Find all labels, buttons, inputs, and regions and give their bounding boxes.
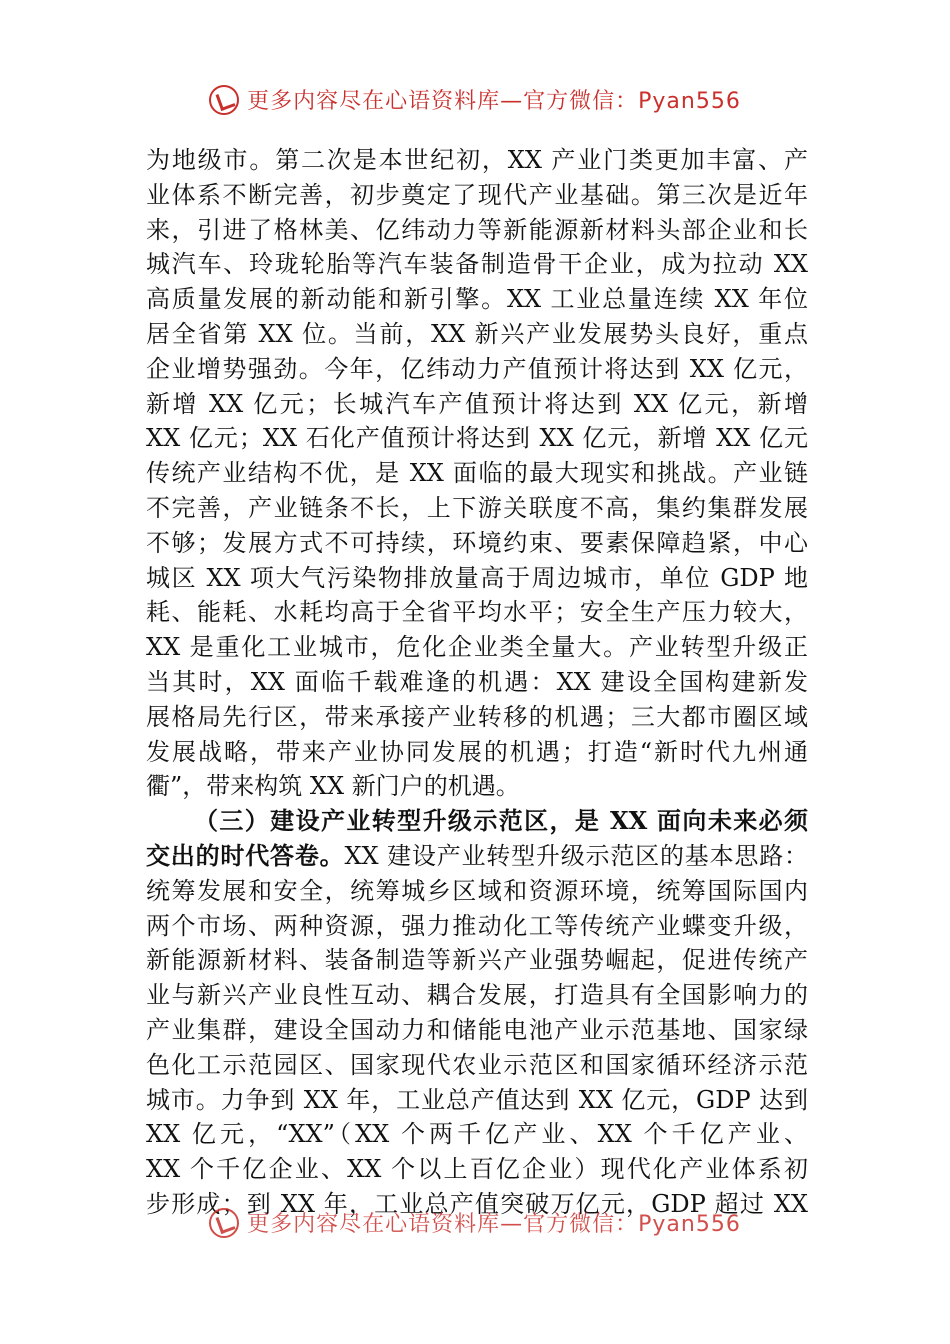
text-line: 新能源新材料、装备制造等新兴产业强势崛起，促进传统产 (146, 946, 808, 975)
text-line: 两个市场、两种资源，强力推动化工等传统产业蝶变升级， (146, 911, 808, 940)
text-line: 居全省第 XX 位。当前，XX 新兴产业发展势头良好，重点 (146, 319, 808, 348)
text-line: 业体系不断完善，初步奠定了现代产业基础。第三次是近年 (146, 180, 808, 209)
text-line: 城汽车、玲珑轮胎等汽车装备制造骨干企业，成为拉动 XX (146, 250, 808, 279)
text-line: XX 个千亿企业、XX 个以上百亿企业）现代化产业体系初 (146, 1155, 808, 1184)
logo-icon (209, 85, 239, 115)
text-line: 步形成；到 XX 年，工业总产值突破万亿元，GDP 超过 XX (146, 1189, 808, 1218)
text-line: XX 亿元，“XX”（XX 个两千亿产业、XX 个千亿产业、 (146, 1120, 808, 1149)
text-line: 企业增势强劲。今年，亿纬动力产值预计将达到 XX 亿元， (146, 354, 808, 383)
text-line: 城市。力争到 XX 年，工业总产值达到 XX 亿元，GDP 达到 (146, 1085, 808, 1114)
text-line: 城区 XX 项大气污染物排放量高于周边城市，单位 GDP 地 (146, 563, 808, 592)
watermark-text: 更多内容尽在心语资料库—官方微信：Pyan556 (247, 1212, 741, 1237)
document-body (146, 143, 808, 1222)
section-heading-cont: 交出的时代答卷。 (146, 840, 345, 870)
paragraph-continued (146, 143, 808, 804)
text-line: 耗、能耗、水耗均高于全省平均水平；安全生产压力较大， (146, 598, 808, 627)
text-line: 高质量发展的新动能和新引擎。XX 工业总量连续 XX 年位 (146, 285, 808, 314)
text-line: 产业集群，建设全国动力和储能电池产业示范基地、国家绿 (146, 1015, 808, 1044)
paragraph-section-3 (146, 804, 808, 1222)
section-heading: （三）建设产业转型升级示范区，是 XX 面向未来必须 (194, 806, 808, 836)
text-line: 不完善，产业链条不长，上下游关联度不高，集约集群发展 (146, 493, 808, 522)
text-line: 新增 XX 亿元；长城汽车产值预计将达到 XX 亿元，新增 (146, 389, 808, 418)
text-line: XX 亿元；XX 石化产值预计将达到 XX 亿元，新增 XX 亿元 (146, 424, 808, 453)
text-line: XX 是重化工业城市，危化企业类全量大。产业转型升级正 (146, 633, 808, 662)
text-line: 当其时，XX 面临千载难逢的机遇：XX 建设全国构建新发 (146, 667, 808, 696)
text-line: 统筹发展和安全，统筹城乡区域和资源环境，统筹国际国内 (146, 876, 808, 905)
text-line: 衢”，带来构筑 XX 新门户的机遇。 (146, 772, 520, 801)
watermark-text: 更多内容尽在心语资料库—官方微信：Pyan556 (247, 89, 741, 114)
text-line: 业与新兴产业良性互动、耦合发展，打造具有全国影响力的 (146, 981, 808, 1010)
text-line: 色化工示范园区、国家现代农业示范区和国家循环经济示范 (146, 1050, 808, 1079)
watermark-footer (0, 1207, 950, 1238)
text-line (146, 839, 808, 874)
text-line: 传统产业结构不优，是 XX 面临的最大现实和挑战。产业链 (146, 459, 808, 488)
text-line: 来，引进了格林美、亿纬动力等新能源新材料头部企业和长 (146, 215, 808, 244)
text-line: 不够；发展方式不可持续，环境约束、要素保障趋紧，中心 (146, 528, 808, 557)
text-line: 发展战略，带来产业协同发展的机遇；打造“新时代九州通 (146, 737, 808, 766)
watermark-header (0, 84, 950, 115)
text-line: 为地级市。第二次是本世纪初，XX 产业门类更加丰富、产 (146, 146, 808, 174)
text-segment: XX 建设产业转型升级示范区的基本思路： (344, 841, 808, 870)
text-line: 展格局先行区，带来承接产业转移的机遇；三大都市圈区域 (146, 702, 808, 731)
logo-icon (209, 1208, 239, 1238)
